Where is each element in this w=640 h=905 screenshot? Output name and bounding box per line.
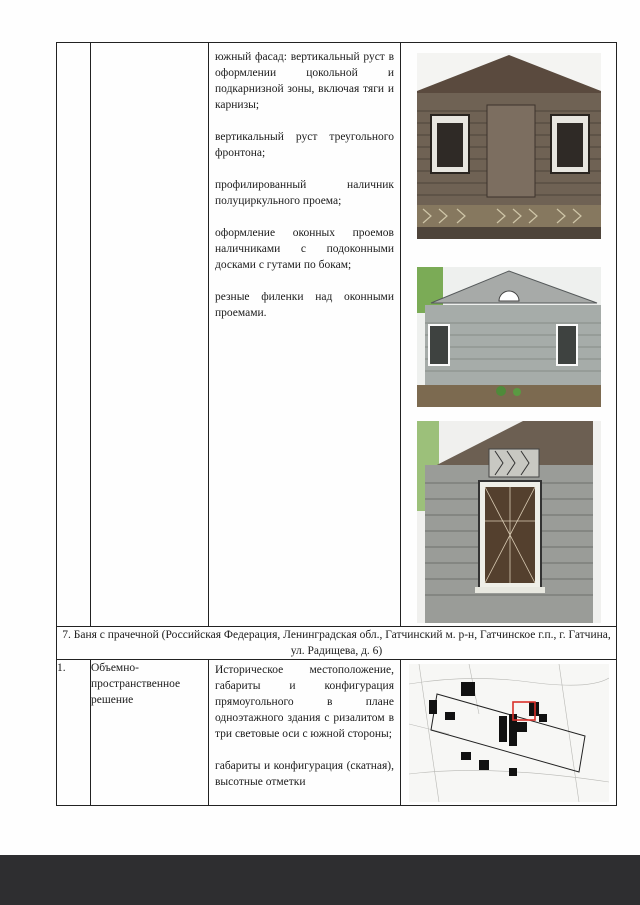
table-row-previous — [57, 43, 617, 627]
cell-plan — [401, 660, 617, 806]
feature-item: южный фасад: вертикальный руст в оформлении цокольной и подкарнизной зоны, включая тяги и карнизы; — [215, 51, 394, 111]
scan-edge — [0, 855, 640, 905]
feature-item: Историческое местоположение, габариты и конфигурация прямоугольного в плане одноэтажного здания с ризалитом в три световые оси с южной стороны; — [215, 664, 394, 740]
section-header-row — [57, 627, 617, 660]
carved-window-photo — [417, 421, 601, 623]
protected-features-table — [56, 42, 617, 806]
cell-features — [209, 43, 401, 627]
feature-item: резные филенки над оконными проемами. — [215, 291, 394, 319]
cell-number: 1. — [57, 660, 91, 806]
cell-features — [209, 660, 401, 806]
gable-house-photo — [417, 267, 601, 407]
cell-name-empty — [91, 43, 209, 627]
feature-item: оформление оконных проемов наличниками с подоконными досками с гутами по бокам; — [215, 227, 394, 271]
cell-photos — [401, 43, 617, 627]
table-row — [57, 660, 617, 806]
wooden-facade-photo — [417, 53, 601, 239]
site-plan-map — [409, 664, 609, 802]
feature-item: габариты и конфигурация (скатная), высотные отметки — [215, 760, 394, 788]
cell-name: Объемно-пространственное решение — [91, 660, 209, 806]
feature-item: вертикальный руст треугольного фронтона; — [215, 131, 394, 159]
section-title: 7. Баня с прачечной (Российская Федерация, Ленинградская обл., Гатчинский м. р-н, Гатчинское г.п., г. Гатчина, ул. Радищева, д. 6) — [57, 627, 617, 660]
feature-item: профилированный наличник полуциркульного проема; — [215, 179, 394, 207]
cell-number-empty — [57, 43, 91, 627]
